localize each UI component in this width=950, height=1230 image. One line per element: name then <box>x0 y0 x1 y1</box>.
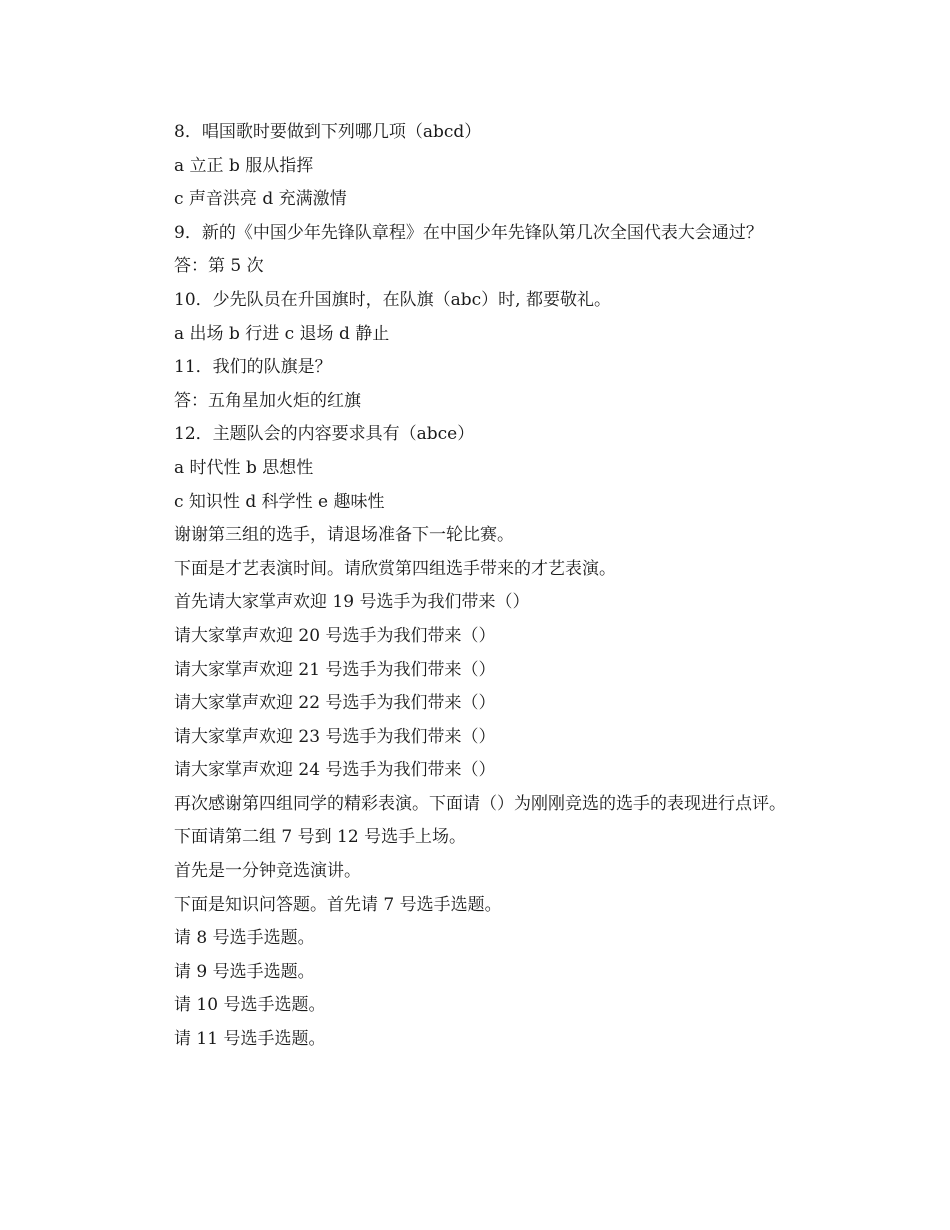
welcome-contestant-21: 请大家掌声欢迎 21 号选手为我们带来（） <box>174 659 496 680</box>
document-body <box>140 116 820 1057</box>
thanks-group-3: 谢谢第三组的选手，请退场准备下一轮比赛。 <box>174 525 514 546</box>
question-11-answer: 答：五角星加火炬的红旗 <box>174 390 361 411</box>
group-2-entrance: 下面请第二组 7 号到 12 号选手上场。 <box>174 827 467 848</box>
question-9: 9．新的《中国少年先锋队章程》在中国少年先锋队第几次全国代表大会通过？ <box>174 222 763 243</box>
welcome-contestant-24: 请大家掌声欢迎 24 号选手为我们带来（） <box>174 760 496 781</box>
question-10: 10．少先队员在升国旗时，在队旗（abc）时, 都要敬礼。 <box>174 289 611 310</box>
select-question-8: 请 8 号选手选题。 <box>174 928 315 949</box>
campaign-speech: 首先是一分钟竞选演讲。 <box>174 861 361 882</box>
question-9-answer: 答：第 5 次 <box>174 256 264 277</box>
select-question-9: 请 9 号选手选题。 <box>174 961 315 982</box>
question-12-options-cde: c 知识性 d 科学性 e 趣味性 <box>174 491 385 512</box>
quiz-intro: 下面是知识问答题。首先请 7 号选手选题。 <box>174 894 502 915</box>
select-question-10: 请 10 号选手选题。 <box>174 995 326 1016</box>
question-10-options: a 出场 b 行进 c 退场 d 静止 <box>174 323 390 344</box>
talent-show-intro: 下面是才艺表演时间。请欣赏第四组选手带来的才艺表演。 <box>174 558 616 579</box>
question-8-options-ab: a 立正 b 服从指挥 <box>174 155 314 176</box>
welcome-contestant-22: 请大家掌声欢迎 22 号选手为我们带来（） <box>174 693 496 714</box>
select-question-11: 请 11 号选手选题。 <box>174 1029 326 1050</box>
welcome-contestant-23: 请大家掌声欢迎 23 号选手为我们带来（） <box>174 726 496 747</box>
welcome-contestant-19: 首先请大家掌声欢迎 19 号选手为我们带来（） <box>174 592 530 613</box>
question-12: 12．主题队会的内容要求具有（abce） <box>174 424 475 445</box>
question-12-options-ab: a 时代性 b 思想性 <box>174 457 314 478</box>
welcome-contestant-20: 请大家掌声欢迎 20 号选手为我们带来（） <box>174 625 496 646</box>
question-8: 8．唱国歌时要做到下列哪几项（abcd） <box>174 122 482 142</box>
question-8-options-cd: c 声音洪亮 d 充满激情 <box>174 189 347 210</box>
thanks-group-4-paragraph: 再次感谢第四组同学的精彩表演。下面请（）为刚刚竞选的选手的表现进行点评。 <box>174 793 786 814</box>
question-11: 11．我们的队旗是？ <box>174 357 332 378</box>
